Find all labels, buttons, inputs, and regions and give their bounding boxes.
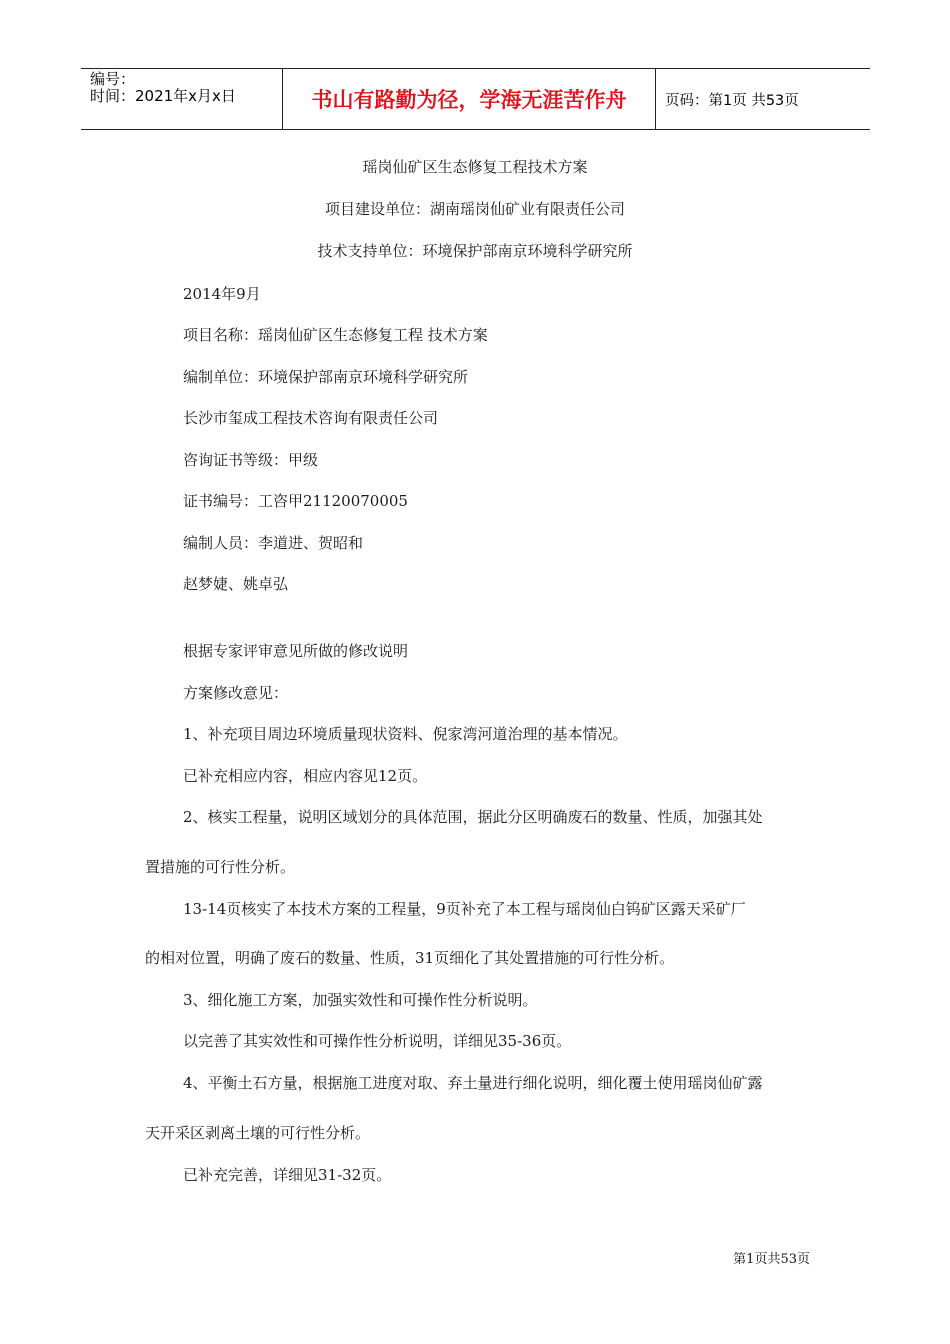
page-header bbox=[81, 68, 870, 130]
header-motto: 书山有路勤为径，学海无涯苦作舟 bbox=[311, 88, 627, 112]
reply-item-4: 已补充完善，详细见31-32页。 bbox=[183, 1166, 392, 1184]
reply-item-2-continued: 的相对位置，明确了废石的数量、性质，31页细化了其处置措施的可行性分析。 bbox=[145, 949, 675, 967]
header-meta bbox=[90, 71, 285, 105]
document-date: 2014年9月 bbox=[183, 285, 261, 303]
compiler-unit: 编制单位：环境保护部南京环境科学研究所 bbox=[183, 368, 469, 386]
opinion-item-2: 2、核实工程量，说明区域划分的具体范围，据此分区明确废石的数量、性质，加强其处 bbox=[183, 808, 763, 826]
builder-unit: 项目建设单位：湖南瑶岗仙矿业有限责任公司 bbox=[324, 200, 625, 218]
certificate-grade: 咨询证书等级：甲级 bbox=[183, 451, 319, 469]
header-number-label: 编号： bbox=[90, 70, 136, 88]
opinion-item-4-continued: 天开采区剥离土壤的可行性分析。 bbox=[145, 1124, 371, 1142]
opinion-item-3: 3、细化施工方案，加强实效性和可操作性分析说明。 bbox=[183, 991, 538, 1009]
reply-item-3: 以完善了其实效性和可操作性分析说明，详细见35-36页。 bbox=[183, 1032, 572, 1050]
opinion-item-2-continued: 置措施的可行性分析。 bbox=[145, 858, 296, 876]
support-unit: 技术支持单位：环境保护部南京环境科学研究所 bbox=[317, 242, 633, 260]
document-title: 瑶岗仙矿区生态修复工程技术方案 bbox=[362, 158, 588, 176]
footer-page-number: 第1页共53页 bbox=[733, 1252, 810, 1267]
staff-list: 编制人员：李道进、贺昭和 bbox=[183, 534, 364, 552]
opinion-item-4: 4、平衡土石方量，根据施工进度对取、弃土量进行细化说明，细化覆土使用瑶岗仙矿露 bbox=[183, 1074, 763, 1092]
header-page-label: 页码：第1页 共53页 bbox=[665, 92, 799, 109]
company-name: 长沙市玺成工程技术咨询有限责任公司 bbox=[183, 409, 439, 427]
certificate-number: 证书编号：工咨甲21120070005 bbox=[183, 492, 408, 510]
revision-heading: 根据专家评审意见所做的修改说明 bbox=[183, 642, 409, 660]
reply-item-1: 已补充相应内容，相应内容见12页。 bbox=[183, 767, 428, 785]
reply-item-2: 13-14页核实了本技术方案的工程量，9页补充了本工程与瑶岗仙白钨矿区露天采矿厂 bbox=[183, 900, 746, 918]
opinion-item-1: 1、补充项目周边环境质量现状资料、倪家湾河道治理的基本情况。 bbox=[183, 725, 628, 743]
opinion-heading: 方案修改意见： bbox=[183, 684, 289, 702]
project-name: 项目名称：瑶岗仙矿区生态修复工程 技术方案 bbox=[183, 326, 488, 344]
staff-list-continued: 赵梦婕、姚卓弘 bbox=[183, 575, 289, 593]
header-divider bbox=[655, 69, 656, 129]
header-time-label: 时间：2021年x月x日 bbox=[90, 87, 236, 105]
